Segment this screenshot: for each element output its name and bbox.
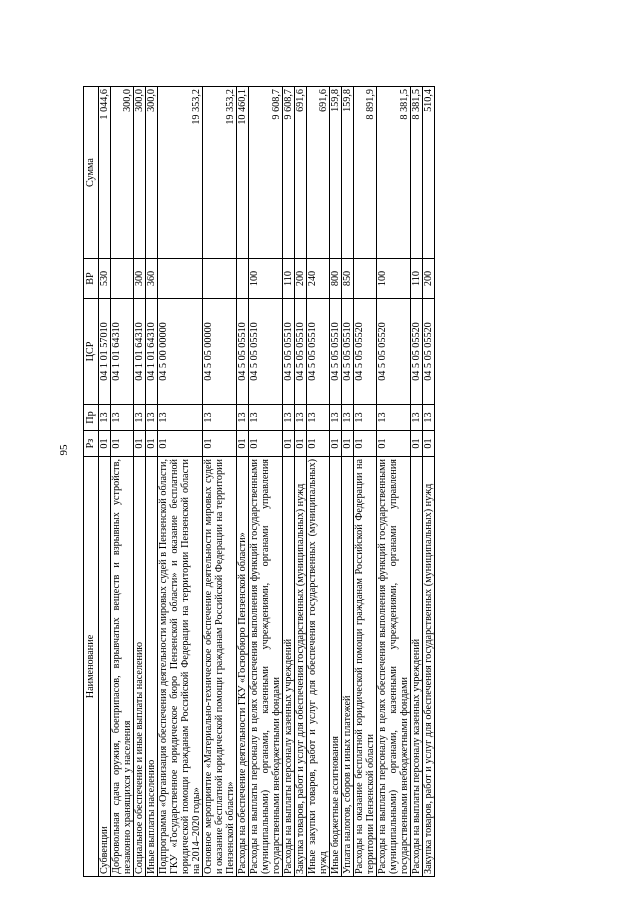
- cell-csr: 04 5 05 05510: [249, 299, 283, 405]
- cell-csr: 04 1 01 64310: [134, 299, 146, 405]
- cell-csr: 04 1 01 64310: [111, 299, 134, 405]
- cell-csr: 04 1 01 57010: [99, 299, 111, 405]
- cell-csr: 04 5 05 05510: [283, 299, 295, 405]
- cell-vr: [203, 259, 237, 299]
- cell-vr: 200: [295, 259, 307, 299]
- cell-name: Расходы на выплаты персоналу в целях обеспечения выполнения функций государственными (муниципальными) органами, казенными учреждениями, органами управления государственными внебюджетными фондами: [377, 457, 411, 877]
- cell-vr: 110: [411, 259, 423, 299]
- cell-csr: 04 5 05 05510: [307, 299, 330, 405]
- cell-vr: 110: [283, 259, 295, 299]
- cell-name: Расходы на выплаты персоналу в целях обеспечения выполнения функций государственными (муниципальными) органами, казенными учреждениями, органами управления государственными внебюджетными фондами: [249, 457, 283, 877]
- cell-csr: 04 5 05 05520: [411, 299, 423, 405]
- cell-name: Иные выплаты населению: [146, 457, 158, 877]
- cell-name: Иные бюджетные ассигнования: [330, 457, 342, 877]
- cell-pr: 13: [377, 405, 411, 431]
- table-row: [411, 87, 423, 877]
- cell-name: Расходы на обеспечение деятельности ГКУ «Госюрбюро Пензенской области»: [237, 457, 249, 877]
- page-number: 95: [58, 444, 70, 456]
- cell-rz: 01: [134, 431, 146, 457]
- table-row: [377, 87, 411, 877]
- cell-rz: 01: [342, 431, 354, 457]
- table-row: [342, 87, 354, 877]
- table-row: [111, 87, 134, 877]
- cell-sum: 300,0: [111, 87, 134, 259]
- cell-vr: 850: [342, 259, 354, 299]
- cell-vr: 100: [377, 259, 411, 299]
- cell-name: Закупка товаров, работ и услуг для обеспечения государственных (муниципальных) нужд: [423, 457, 435, 877]
- cell-name: Подпрограмма «Организация обеспечения деятельности мировых судей в Пензенской области, ГКУ «Государственное юридическое бюро Пензенской области» и оказание бесплатной юридической помощи гражданам Российской Федерации на территории Пензенской области на 2014–2020 годы»: [158, 457, 203, 877]
- cell-pr: 13: [99, 405, 111, 431]
- header-rz: Рз: [84, 431, 99, 457]
- cell-vr: 200: [423, 259, 435, 299]
- cell-pr: 13: [283, 405, 295, 431]
- cell-sum: 9 608,7: [249, 87, 283, 259]
- table-body: [99, 87, 435, 877]
- table-row: [283, 87, 295, 877]
- cell-csr: 04 5 00 00000: [158, 299, 203, 405]
- cell-pr: 13: [423, 405, 435, 431]
- cell-sum: 19 353,2: [203, 87, 237, 259]
- cell-name: Добровольная сдача оружия, боеприпасов, взрывчатых веществ и взрывных устройств, незаконно хранящихся у населения: [111, 457, 134, 877]
- cell-pr: 13: [146, 405, 158, 431]
- cell-rz: 01: [249, 431, 283, 457]
- cell-sum: 510,4: [423, 87, 435, 259]
- cell-sum: 9 608,7: [283, 87, 295, 259]
- header-pr: Пр: [84, 405, 99, 431]
- cell-name: Закупка товаров, работ и услуг для обеспечения государственных (муниципальных) нужд: [295, 457, 307, 877]
- cell-vr: [354, 259, 377, 299]
- cell-rz: 01: [111, 431, 134, 457]
- cell-name: Социальное обеспечение и иные выплаты населению: [134, 457, 146, 877]
- cell-sum: 19 353,2: [158, 87, 203, 259]
- cell-sum: 159,8: [342, 87, 354, 259]
- header-csr: ЦСР: [84, 299, 99, 405]
- cell-sum: 300,0: [146, 87, 158, 259]
- cell-name: Расходы на оказание бесплатной юридической помощи гражданам Российской Федерации на территории Пензенской области: [354, 457, 377, 877]
- table-row: [158, 87, 203, 877]
- cell-csr: 04 5 05 00000: [203, 299, 237, 405]
- cell-sum: 300,0: [134, 87, 146, 259]
- cell-rz: 01: [203, 431, 237, 457]
- table-row: [249, 87, 283, 877]
- cell-name: Субвенции: [99, 457, 111, 877]
- cell-pr: 13: [411, 405, 423, 431]
- table-row: [295, 87, 307, 877]
- table-row: [203, 87, 237, 877]
- cell-rz: 01: [330, 431, 342, 457]
- table-row: [307, 87, 330, 877]
- cell-name: Расходы на выплаты персоналу казенных учреждений: [411, 457, 423, 877]
- cell-pr: 13: [203, 405, 237, 431]
- cell-name: Уплата налогов, сборов и иных платежей: [342, 457, 354, 877]
- cell-name: Иные закупки товаров, работ и услуг для обеспечения государственных (муниципальных) нужд: [307, 457, 330, 877]
- cell-sum: 691,6: [295, 87, 307, 259]
- table-row: [146, 87, 158, 877]
- cell-sum: 8 891,9: [354, 87, 377, 259]
- cell-rz: 01: [283, 431, 295, 457]
- cell-vr: 240: [307, 259, 330, 299]
- table-row: [237, 87, 249, 877]
- cell-pr: 13: [307, 405, 330, 431]
- header-row: [84, 87, 99, 877]
- cell-pr: 13: [158, 405, 203, 431]
- cell-sum: 8 381,5: [411, 87, 423, 259]
- cell-rz: 01: [146, 431, 158, 457]
- table-row: [330, 87, 342, 877]
- cell-sum: 10 460,1: [237, 87, 249, 259]
- budget-table: [83, 86, 435, 877]
- cell-rz: 01: [307, 431, 330, 457]
- cell-sum: 8 381,5: [377, 87, 411, 259]
- cell-vr: 100: [249, 259, 283, 299]
- cell-rz: 01: [377, 431, 411, 457]
- cell-csr: 04 1 01 64310: [146, 299, 158, 405]
- cell-vr: [237, 259, 249, 299]
- cell-vr: 800: [330, 259, 342, 299]
- cell-name: Расходы на выплаты персоналу казенных учреждений: [283, 457, 295, 877]
- cell-vr: [111, 259, 134, 299]
- cell-rz: 01: [158, 431, 203, 457]
- cell-pr: 13: [249, 405, 283, 431]
- header-name: Наименование: [84, 457, 99, 877]
- cell-vr: [158, 259, 203, 299]
- header-sum: Сумма: [84, 87, 99, 259]
- cell-vr: 360: [146, 259, 158, 299]
- rotated-page: [83, 87, 595, 877]
- table-row: [423, 87, 435, 877]
- cell-pr: 13: [342, 405, 354, 431]
- cell-rz: 01: [99, 431, 111, 457]
- cell-csr: 04 5 05 05520: [354, 299, 377, 405]
- cell-sum: 159,8: [330, 87, 342, 259]
- cell-pr: 13: [111, 405, 134, 431]
- cell-csr: 04 5 05 05510: [237, 299, 249, 405]
- table-row: [134, 87, 146, 877]
- cell-pr: 13: [237, 405, 249, 431]
- cell-pr: 13: [295, 405, 307, 431]
- cell-rz: 01: [423, 431, 435, 457]
- cell-pr: 13: [354, 405, 377, 431]
- table-row: [99, 87, 111, 877]
- table-row: [354, 87, 377, 877]
- cell-name: Основное мероприятие «Материально-техническое обеспечение деятельности мировых судей и оказание бесплатной юридической помощи гражданам Российской Федерации на территории Пензенской области»: [203, 457, 237, 877]
- cell-pr: 13: [134, 405, 146, 431]
- cell-sum: 691,6: [307, 87, 330, 259]
- cell-rz: 01: [354, 431, 377, 457]
- cell-csr: 04 5 05 05510: [342, 299, 354, 405]
- cell-vr: 530: [99, 259, 111, 299]
- cell-vr: 300: [134, 259, 146, 299]
- header-vr: ВР: [84, 259, 99, 299]
- cell-csr: 04 5 05 05510: [330, 299, 342, 405]
- cell-rz: 01: [295, 431, 307, 457]
- cell-rz: 01: [411, 431, 423, 457]
- cell-csr: 04 5 05 05510: [295, 299, 307, 405]
- cell-sum: 1 044,6: [99, 87, 111, 259]
- cell-pr: 13: [330, 405, 342, 431]
- cell-rz: 01: [237, 431, 249, 457]
- cell-csr: 04 5 05 05520: [423, 299, 435, 405]
- cell-csr: 04 5 05 05520: [377, 299, 411, 405]
